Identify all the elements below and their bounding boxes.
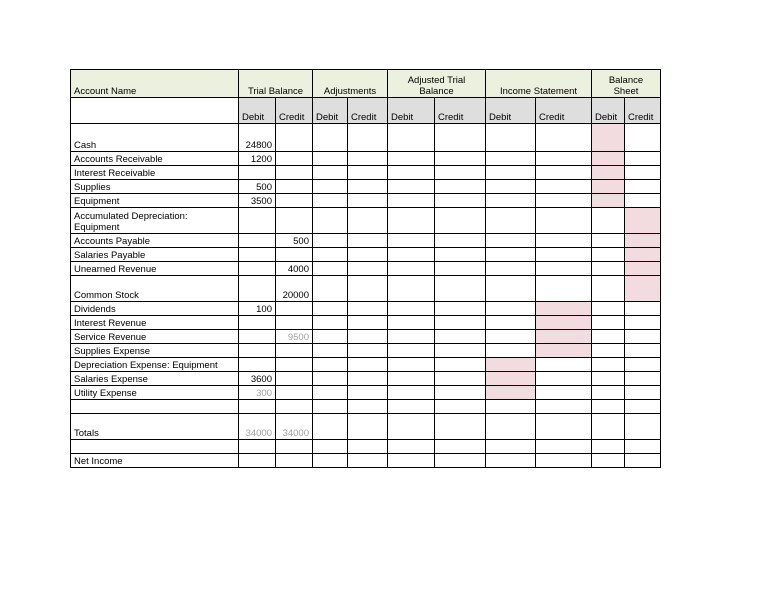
tb-credit-cell[interactable]	[276, 344, 313, 358]
tb-debit-cell[interactable]	[239, 248, 276, 262]
atb-debit-cell[interactable]	[388, 414, 435, 440]
account-name-header: Account Name	[71, 70, 239, 98]
atb-credit-cell[interactable]	[435, 400, 486, 414]
adj-debit-cell[interactable]	[313, 166, 348, 180]
tb-debit-cell[interactable]: 34000	[239, 414, 276, 440]
bs-debit-cell[interactable]	[592, 194, 625, 208]
tb-debit-cell[interactable]: 1200	[239, 152, 276, 166]
table-row	[71, 208, 661, 234]
tb-debit-cell[interactable]: 300	[239, 386, 276, 400]
worksheet-body	[71, 124, 661, 468]
atb-debit-cell[interactable]	[388, 302, 435, 316]
adj-credit-cell[interactable]	[348, 276, 388, 302]
is-debit-cell[interactable]	[486, 386, 536, 400]
table-row	[71, 344, 661, 358]
is-credit-cell[interactable]	[536, 440, 592, 454]
adj-credit-cell[interactable]	[348, 180, 388, 194]
is-debit-cell[interactable]	[486, 208, 536, 234]
atb-debit-cell[interactable]	[388, 124, 435, 152]
table-row	[71, 302, 661, 316]
bs-debit-cell[interactable]	[592, 248, 625, 262]
bs-debit-cell[interactable]	[592, 208, 625, 234]
account-name-cell[interactable]: Accumulated Depreciation: Equipment	[71, 208, 239, 234]
adj-debit-cell[interactable]	[313, 262, 348, 276]
is-credit-cell[interactable]	[536, 400, 592, 414]
is-debit-cell[interactable]	[486, 194, 536, 208]
atb-debit-cell[interactable]	[388, 386, 435, 400]
table-row	[71, 454, 661, 468]
account-name-cell[interactable]: Salaries Expense	[71, 372, 239, 386]
table-row	[71, 414, 661, 440]
account-name-cell[interactable]: Net Income	[71, 454, 239, 468]
atb-credit-header: Credit	[435, 98, 486, 124]
adj-debit-cell[interactable]	[313, 302, 348, 316]
table-row	[71, 234, 661, 248]
bs-credit-cell[interactable]	[625, 276, 661, 302]
bs-debit-cell[interactable]	[592, 440, 625, 454]
table-row	[71, 276, 661, 302]
tb-debit-cell[interactable]	[239, 440, 276, 454]
bs-credit-cell[interactable]	[625, 208, 661, 234]
adj-debit-cell[interactable]	[313, 180, 348, 194]
tb-debit-header: Debit	[239, 98, 276, 124]
bs-debit-cell[interactable]	[592, 330, 625, 344]
adjusted-trial-balance-header: Adjusted Trial Balance	[388, 70, 486, 98]
bs-debit-cell[interactable]	[592, 400, 625, 414]
is-credit-cell[interactable]	[536, 208, 592, 234]
bs-credit-cell[interactable]	[625, 400, 661, 414]
table-row	[71, 180, 661, 194]
account-name-cell[interactable]: Accounts Receivable	[71, 152, 239, 166]
bs-credit-cell[interactable]	[625, 454, 661, 468]
adj-debit-cell[interactable]	[313, 372, 348, 386]
tb-debit-cell[interactable]: 24800	[239, 124, 276, 152]
adj-credit-cell[interactable]	[348, 414, 388, 440]
account-name-cell[interactable]: Depreciation Expense: Equipment	[71, 358, 239, 372]
bs-credit-cell[interactable]	[625, 330, 661, 344]
is-debit-cell[interactable]	[486, 166, 536, 180]
bs-credit-cell[interactable]	[625, 358, 661, 372]
atb-credit-cell[interactable]	[435, 386, 486, 400]
adj-credit-cell[interactable]	[348, 152, 388, 166]
tb-debit-cell[interactable]: 500	[239, 180, 276, 194]
is-credit-cell[interactable]	[536, 262, 592, 276]
bs-credit-header: Credit	[625, 98, 661, 124]
is-debit-cell[interactable]	[486, 344, 536, 358]
adj-credit-cell[interactable]	[348, 400, 388, 414]
is-debit-cell[interactable]	[486, 454, 536, 468]
tb-credit-cell[interactable]	[276, 166, 313, 180]
atb-debit-cell[interactable]	[388, 234, 435, 248]
tb-credit-cell[interactable]	[276, 248, 313, 262]
balance-sheet-header: Balance Sheet	[592, 70, 661, 98]
atb-credit-cell[interactable]	[435, 302, 486, 316]
adj-credit-cell[interactable]	[348, 454, 388, 468]
is-credit-cell[interactable]	[536, 276, 592, 302]
table-row	[71, 330, 661, 344]
bs-credit-cell[interactable]	[625, 166, 661, 180]
tb-credit-cell[interactable]	[276, 358, 313, 372]
is-debit-cell[interactable]	[486, 414, 536, 440]
adj-credit-cell[interactable]	[348, 316, 388, 330]
is-debit-cell[interactable]	[486, 234, 536, 248]
is-credit-cell[interactable]	[536, 414, 592, 440]
account-name-cell[interactable]: Cash	[71, 124, 239, 152]
is-debit-cell[interactable]	[486, 152, 536, 166]
is-credit-cell[interactable]	[536, 194, 592, 208]
tb-credit-cell[interactable]	[276, 302, 313, 316]
table-row	[71, 152, 661, 166]
atb-debit-cell[interactable]	[388, 248, 435, 262]
atb-debit-cell[interactable]	[388, 440, 435, 454]
atb-credit-cell[interactable]	[435, 124, 486, 152]
atb-debit-cell[interactable]	[388, 358, 435, 372]
atb-debit-cell[interactable]	[388, 316, 435, 330]
atb-debit-cell[interactable]	[388, 344, 435, 358]
tb-credit-cell[interactable]	[276, 124, 313, 152]
table-row	[71, 316, 661, 330]
tb-credit-cell[interactable]: 20000	[276, 276, 313, 302]
tb-debit-cell[interactable]	[239, 234, 276, 248]
bs-debit-cell[interactable]	[592, 372, 625, 386]
is-debit-cell[interactable]	[486, 124, 536, 152]
is-credit-cell[interactable]	[536, 316, 592, 330]
is-debit-cell[interactable]	[486, 372, 536, 386]
atb-credit-cell[interactable]	[435, 166, 486, 180]
adj-debit-cell[interactable]	[313, 234, 348, 248]
is-debit-cell[interactable]	[486, 316, 536, 330]
adj-credit-cell[interactable]	[348, 372, 388, 386]
tb-credit-cell[interactable]: 4000	[276, 262, 313, 276]
account-name-cell[interactable]: Unearned Revenue	[71, 262, 239, 276]
tb-debit-cell[interactable]: 3600	[239, 372, 276, 386]
tb-debit-cell[interactable]	[239, 276, 276, 302]
adj-debit-cell[interactable]	[313, 276, 348, 302]
is-credit-cell[interactable]	[536, 248, 592, 262]
table-row	[71, 248, 661, 262]
atb-debit-cell[interactable]	[388, 372, 435, 386]
adj-debit-cell[interactable]	[313, 124, 348, 152]
table-row	[71, 124, 661, 152]
adj-debit-cell[interactable]	[313, 194, 348, 208]
account-name-cell[interactable]: Utility Expense	[71, 386, 239, 400]
adj-debit-cell[interactable]	[313, 358, 348, 372]
adj-credit-cell[interactable]	[348, 124, 388, 152]
account-name-cell[interactable]: Equipment	[71, 194, 239, 208]
account-name-cell[interactable]	[71, 400, 239, 414]
bs-credit-cell[interactable]	[625, 386, 661, 400]
table-row	[71, 386, 661, 400]
is-debit-cell[interactable]	[486, 302, 536, 316]
atb-credit-cell[interactable]	[435, 372, 486, 386]
is-debit-cell[interactable]	[486, 440, 536, 454]
adj-credit-cell[interactable]	[348, 234, 388, 248]
income-statement-header: Income Statement	[486, 70, 592, 98]
tb-debit-cell[interactable]	[239, 344, 276, 358]
bs-debit-cell[interactable]	[592, 358, 625, 372]
adj-credit-cell[interactable]	[348, 262, 388, 276]
is-credit-cell[interactable]	[536, 152, 592, 166]
bs-debit-cell[interactable]	[592, 166, 625, 180]
tb-debit-cell[interactable]	[239, 262, 276, 276]
atb-credit-cell[interactable]	[435, 234, 486, 248]
account-name-cell[interactable]: Dividends	[71, 302, 239, 316]
is-credit-cell[interactable]	[536, 386, 592, 400]
is-debit-cell[interactable]	[486, 180, 536, 194]
adj-credit-cell[interactable]	[348, 248, 388, 262]
tb-debit-cell[interactable]	[239, 454, 276, 468]
header-group-row	[71, 70, 661, 98]
atb-debit-cell[interactable]	[388, 262, 435, 276]
tb-debit-cell[interactable]: 100	[239, 302, 276, 316]
adj-credit-cell[interactable]	[348, 302, 388, 316]
adj-credit-cell[interactable]	[348, 330, 388, 344]
tb-debit-cell[interactable]: 3500	[239, 194, 276, 208]
adj-credit-cell[interactable]	[348, 386, 388, 400]
is-credit-cell[interactable]	[536, 166, 592, 180]
account-name-cell[interactable]: Supplies	[71, 180, 239, 194]
account-name-cell[interactable]: Interest Receivable	[71, 166, 239, 180]
is-credit-cell[interactable]	[536, 180, 592, 194]
bs-credit-cell[interactable]	[625, 152, 661, 166]
tb-credit-cell[interactable]	[276, 152, 313, 166]
is-credit-cell[interactable]	[536, 124, 592, 152]
atb-debit-cell[interactable]	[388, 400, 435, 414]
tb-credit-cell[interactable]	[276, 400, 313, 414]
tb-debit-cell[interactable]	[239, 166, 276, 180]
adj-debit-cell[interactable]	[313, 414, 348, 440]
adj-debit-cell[interactable]	[313, 316, 348, 330]
bs-credit-cell[interactable]	[625, 124, 661, 152]
atb-credit-cell[interactable]	[435, 454, 486, 468]
adj-debit-cell[interactable]	[313, 152, 348, 166]
bs-debit-cell[interactable]	[592, 344, 625, 358]
trial-balance-header: Trial Balance	[239, 70, 313, 98]
atb-credit-cell[interactable]	[435, 152, 486, 166]
table-row	[71, 400, 661, 414]
atb-debit-cell[interactable]	[388, 166, 435, 180]
tb-credit-cell[interactable]	[276, 372, 313, 386]
atb-credit-cell[interactable]	[435, 330, 486, 344]
atb-debit-header: Debit	[388, 98, 435, 124]
tb-debit-cell[interactable]	[239, 358, 276, 372]
is-credit-cell[interactable]	[536, 454, 592, 468]
tb-debit-cell[interactable]	[239, 330, 276, 344]
header-sub-row	[71, 98, 661, 124]
table-row	[71, 372, 661, 386]
tb-debit-cell[interactable]	[239, 208, 276, 234]
tb-debit-cell[interactable]	[239, 400, 276, 414]
atb-credit-cell[interactable]	[435, 276, 486, 302]
bs-credit-cell[interactable]	[625, 316, 661, 330]
bs-credit-cell[interactable]	[625, 414, 661, 440]
atb-debit-cell[interactable]	[388, 208, 435, 234]
tb-debit-cell[interactable]	[239, 316, 276, 330]
atb-debit-cell[interactable]	[388, 152, 435, 166]
adj-credit-cell[interactable]	[348, 344, 388, 358]
adj-credit-cell[interactable]	[348, 208, 388, 234]
bs-debit-cell[interactable]	[592, 386, 625, 400]
bs-credit-cell[interactable]	[625, 262, 661, 276]
adj-credit-header: Credit	[348, 98, 388, 124]
is-credit-cell[interactable]	[536, 234, 592, 248]
adj-credit-cell[interactable]	[348, 440, 388, 454]
bs-debit-cell[interactable]	[592, 180, 625, 194]
worksheet-table	[70, 69, 661, 468]
is-debit-cell[interactable]	[486, 248, 536, 262]
account-name-cell[interactable]: Service Revenue	[71, 330, 239, 344]
adj-credit-cell[interactable]	[348, 194, 388, 208]
is-debit-header: Debit	[486, 98, 536, 124]
table-row	[71, 166, 661, 180]
bs-credit-cell[interactable]	[625, 248, 661, 262]
table-row	[71, 194, 661, 208]
bs-credit-cell[interactable]	[625, 180, 661, 194]
atb-debit-cell[interactable]	[388, 454, 435, 468]
table-row	[71, 358, 661, 372]
bs-credit-cell[interactable]	[625, 440, 661, 454]
tb-credit-cell[interactable]	[276, 454, 313, 468]
adjustments-header: Adjustments	[313, 70, 388, 98]
is-credit-cell[interactable]	[536, 330, 592, 344]
atb-credit-cell[interactable]	[435, 180, 486, 194]
atb-credit-cell[interactable]	[435, 262, 486, 276]
is-debit-cell[interactable]	[486, 276, 536, 302]
atb-credit-cell[interactable]	[435, 316, 486, 330]
tb-credit-cell[interactable]: 9500	[276, 330, 313, 344]
atb-debit-cell[interactable]	[388, 194, 435, 208]
is-credit-cell[interactable]	[536, 358, 592, 372]
adj-debit-cell[interactable]	[313, 248, 348, 262]
atb-debit-cell[interactable]	[388, 180, 435, 194]
bs-credit-cell[interactable]	[625, 302, 661, 316]
adj-debit-cell[interactable]	[313, 330, 348, 344]
adj-debit-cell[interactable]	[313, 400, 348, 414]
bs-debit-cell[interactable]	[592, 276, 625, 302]
account-name-cell[interactable]: Accounts Payable	[71, 234, 239, 248]
table-row	[71, 262, 661, 276]
atb-debit-cell[interactable]	[388, 276, 435, 302]
atb-credit-cell[interactable]	[435, 358, 486, 372]
tb-credit-header: Credit	[276, 98, 313, 124]
tb-credit-cell[interactable]	[276, 386, 313, 400]
bs-debit-cell[interactable]	[592, 262, 625, 276]
account-name-cell[interactable]: Totals	[71, 414, 239, 440]
adj-debit-cell[interactable]	[313, 344, 348, 358]
is-debit-cell[interactable]	[486, 358, 536, 372]
is-credit-header: Credit	[536, 98, 592, 124]
atb-credit-cell[interactable]	[435, 208, 486, 234]
bs-debit-cell[interactable]	[592, 152, 625, 166]
adj-debit-header: Debit	[313, 98, 348, 124]
bs-debit-cell[interactable]	[592, 454, 625, 468]
bs-debit-cell[interactable]	[592, 316, 625, 330]
adj-debit-cell[interactable]	[313, 440, 348, 454]
account-name-cell[interactable]: Supplies Expense	[71, 344, 239, 358]
account-name-cell[interactable]: Salaries Payable	[71, 248, 239, 262]
atb-credit-cell[interactable]	[435, 440, 486, 454]
is-credit-cell[interactable]	[536, 302, 592, 316]
tb-credit-cell[interactable]: 500	[276, 234, 313, 248]
adj-debit-cell[interactable]	[313, 454, 348, 468]
atb-credit-cell[interactable]	[435, 194, 486, 208]
is-credit-cell[interactable]	[536, 372, 592, 386]
tb-credit-cell[interactable]: 34000	[276, 414, 313, 440]
is-debit-cell[interactable]	[486, 262, 536, 276]
bs-debit-cell[interactable]	[592, 234, 625, 248]
atb-credit-cell[interactable]	[435, 248, 486, 262]
is-credit-cell[interactable]	[536, 344, 592, 358]
bs-credit-cell[interactable]	[625, 234, 661, 248]
account-name-cell[interactable]: Common Stock	[71, 276, 239, 302]
tb-credit-cell[interactable]	[276, 316, 313, 330]
bs-debit-cell[interactable]	[592, 302, 625, 316]
adj-credit-cell[interactable]	[348, 358, 388, 372]
table-row	[71, 440, 661, 454]
account-name-subheader	[71, 98, 239, 124]
bs-debit-cell[interactable]	[592, 124, 625, 152]
tb-credit-cell[interactable]	[276, 440, 313, 454]
atb-debit-cell[interactable]	[388, 330, 435, 344]
bs-credit-cell[interactable]	[625, 194, 661, 208]
account-name-cell[interactable]	[71, 440, 239, 454]
atb-credit-cell[interactable]	[435, 414, 486, 440]
atb-credit-cell[interactable]	[435, 344, 486, 358]
adj-debit-cell[interactable]	[313, 386, 348, 400]
is-debit-cell[interactable]	[486, 400, 536, 414]
bs-credit-cell[interactable]	[625, 344, 661, 358]
account-name-cell[interactable]: Interest Revenue	[71, 316, 239, 330]
tb-credit-cell[interactable]	[276, 180, 313, 194]
adj-debit-cell[interactable]	[313, 208, 348, 234]
bs-debit-cell[interactable]	[592, 414, 625, 440]
bs-debit-header: Debit	[592, 98, 625, 124]
tb-credit-cell[interactable]	[276, 194, 313, 208]
adj-credit-cell[interactable]	[348, 166, 388, 180]
is-debit-cell[interactable]	[486, 330, 536, 344]
bs-credit-cell[interactable]	[625, 372, 661, 386]
tb-credit-cell[interactable]	[276, 208, 313, 234]
